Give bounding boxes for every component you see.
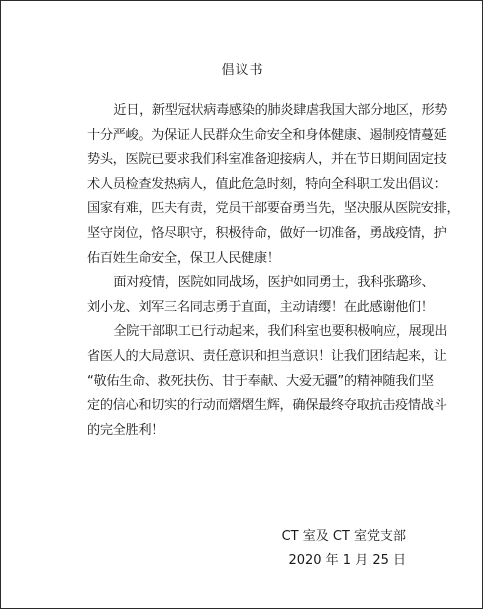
paragraph-line: 佑百姓生命安全，保卫人民健康！ (87, 250, 280, 266)
signature-organization: CT 室及 CT 室党支部 (281, 529, 406, 544)
paragraph-line: 术人员检查发热病人，值此危急时刻，特向全科职工发出倡议： (87, 176, 447, 192)
document-title: 倡议书 (221, 63, 264, 78)
paragraph-line: 省医人的大局意识、责任意识和担当意识！让我们团结起来，让 (87, 348, 447, 364)
document-body (87, 99, 460, 443)
paragraph-line: 十分严峻。为保证人民群众生命安全和身体健康、遏制疫情蔓延 (87, 127, 447, 143)
paragraph-line: 势头，医院已要求我们科室准备迎接病人，并在节日期间固定技 (87, 152, 447, 168)
paragraph-2 (87, 271, 435, 320)
paragraph-line: 定的信心和切实的行动而熠熠生辉，确保最终夺取抗击疫情战斗 (87, 398, 447, 414)
signature-date: 2020 年 1 月 25 日 (288, 553, 406, 568)
paragraph-1 (87, 99, 460, 271)
paragraph-line: “敬佑生命、救死扶伤、甘于奉献、大爱无疆”的精神随我们坚 (87, 373, 434, 389)
signature-block (282, 525, 406, 573)
paragraph-line: 面对疫情，医院如同战场，医护如同勇士，我科张璐珍、 (113, 275, 435, 291)
paragraph-line: 全院干部职工已行动起来，我们科室也要积极响应，展现出 (113, 324, 448, 340)
paragraph-line: 近日，新型冠状病毒感染的肺炎肆虐我国大部分地区，形势 (113, 103, 448, 118)
paragraph-3 (87, 320, 448, 443)
paragraph-line: 刘小龙、刘军三名同志勇于直面，主动请缨！在此感谢他们！ (87, 299, 434, 315)
paragraph-line: 坚守岗位，恪尽职守，积极待命，做好一切准备，勇战疫情，护 (87, 225, 447, 241)
paragraph-line: 的完全胜利！ (87, 422, 165, 438)
paragraph-line: 国家有难，匹夫有责，党员干部要奋勇当先，坚决服从医院安排， (87, 201, 460, 217)
